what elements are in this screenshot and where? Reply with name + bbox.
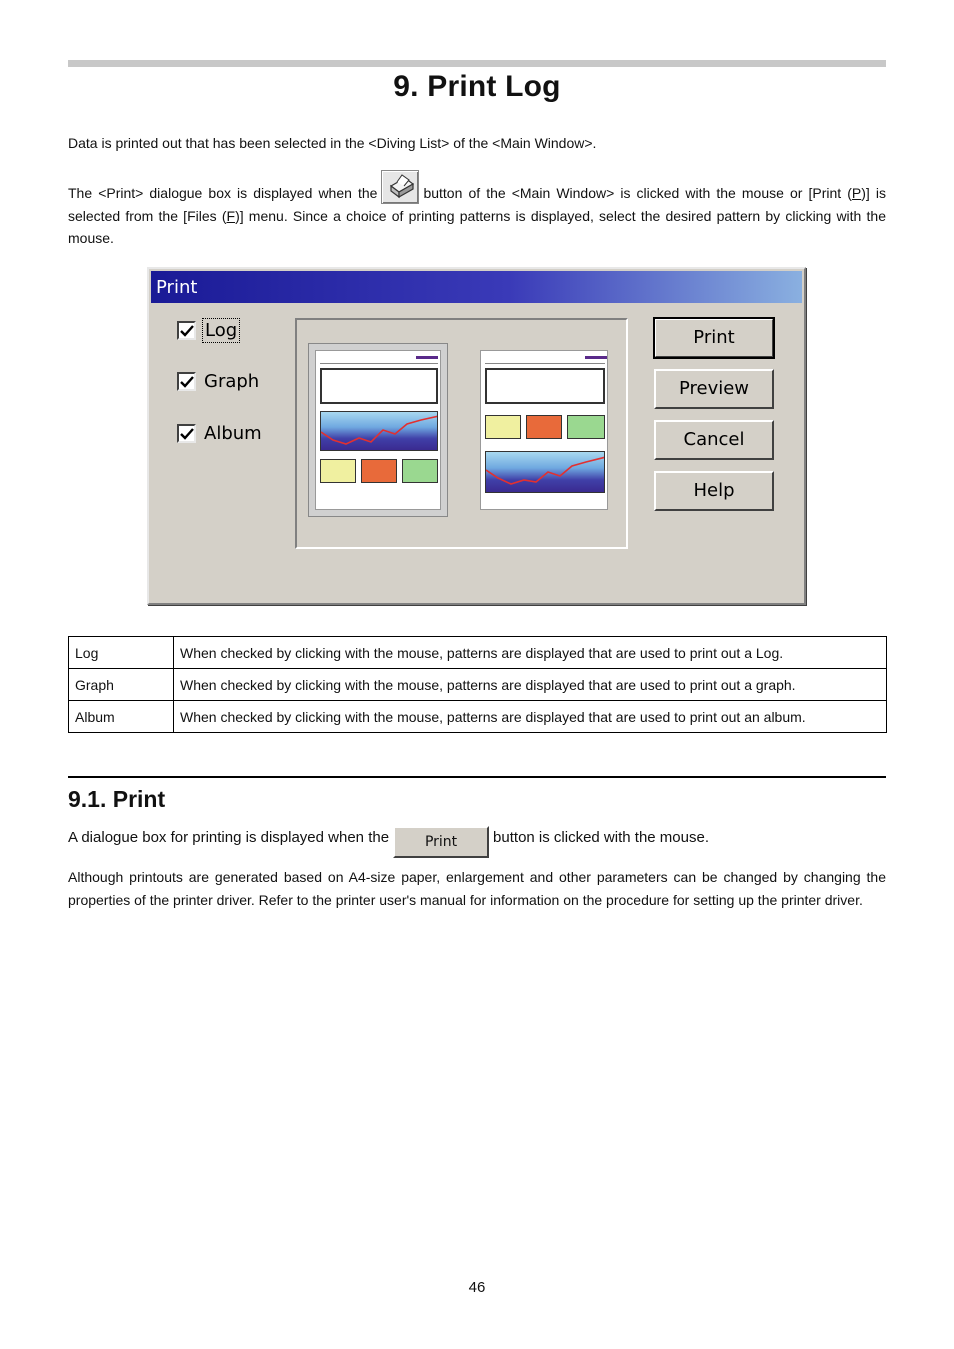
intro-p2-text-c: )] is selected from the [Files ( — [68, 185, 886, 224]
graph-checkbox[interactable] — [177, 372, 196, 391]
pattern-header-line — [485, 363, 605, 364]
checkbox-row-album[interactable] — [177, 420, 262, 446]
album-checkbox-label: Album — [204, 422, 262, 444]
print-pattern-2[interactable] — [480, 350, 608, 510]
pattern-photo-3 — [567, 415, 605, 439]
intro-p2-text-d: )] menu. Since a choice of printing patterns is displayed, select the desired pattern by clicking with the mouse. — [68, 207, 886, 246]
page-number: 46 — [468, 1279, 486, 1296]
table-row — [69, 637, 887, 669]
section-rule — [68, 776, 886, 778]
inline-print-button: Print — [393, 826, 489, 858]
page-title: 9. Print Log — [393, 70, 561, 103]
pattern-header-line — [320, 363, 438, 364]
dialog-title: Print — [156, 277, 198, 298]
cancel-button[interactable]: Cancel — [654, 420, 774, 460]
checkbox-row-graph[interactable] — [177, 368, 259, 394]
pattern-graph — [320, 411, 438, 451]
table-cell-key: Graph — [69, 669, 174, 701]
mnemonic-f: F — [226, 207, 236, 224]
album-checkbox[interactable] — [177, 424, 196, 443]
intro-paragraph-1: Data is printed out that has been selected in the <Diving List> of the <Main Window>. — [68, 135, 597, 151]
pattern-graph — [485, 451, 605, 493]
print-pattern-1[interactable] — [315, 350, 441, 510]
section-p1-text-b: button is clicked with the mouse. — [493, 829, 709, 846]
mnemonic-p: P — [851, 185, 862, 201]
table-row — [69, 701, 887, 733]
pattern-preview-panel — [295, 318, 628, 549]
pattern-tag — [585, 356, 607, 359]
pattern-photo-2 — [526, 415, 562, 439]
table-cell-key: Log — [69, 637, 174, 669]
pattern-log-box — [485, 368, 605, 404]
table-cell-key: Album — [69, 701, 174, 733]
table-cell-desc: When checked by clicking with the mouse, patterns are displayed that are used to print out an album. — [174, 701, 887, 733]
intro-p2-text-b: button of the <Main Window> is clicked with the mouse or [Print ( — [423, 185, 852, 201]
options-table — [68, 636, 887, 733]
graph-checkbox-label: Graph — [204, 370, 260, 392]
log-checkbox-label: Log — [205, 319, 238, 341]
log-checkbox[interactable] — [177, 321, 196, 340]
intro-paragraph-2 — [68, 170, 886, 250]
table-row — [69, 669, 887, 701]
section-title: 9.1. Print — [68, 786, 166, 812]
pattern-log-box — [320, 368, 438, 404]
intro-p2-text-a: The <Print> dialogue box is displayed when the — [68, 185, 378, 201]
dialog-title-bar — [151, 271, 802, 303]
print-dialog — [147, 267, 806, 605]
print-button[interactable]: Print — [654, 318, 774, 358]
help-button[interactable]: Help — [654, 471, 774, 511]
table-cell-desc: When checked by clicking with the mouse, patterns are displayed that are used to print out a graph. — [174, 669, 887, 701]
section-p1-text-a: A dialogue box for printing is displayed when the — [68, 829, 390, 846]
section-paragraph-2: Although printouts are generated based on A4-size paper, enlargement and other parameters can be changed by changing the properties of the printer driver. Refer to the printer user's manual for information on the procedure for setting up the printer driver. — [68, 869, 886, 908]
pattern-photo-1 — [485, 415, 521, 439]
checkbox-row-log[interactable] — [177, 317, 238, 343]
pattern-photo-2 — [361, 459, 397, 483]
pattern-photo-1 — [320, 459, 356, 483]
top-rule — [68, 60, 886, 67]
pattern-photo-3 — [402, 459, 438, 483]
section-paragraph-1 — [68, 826, 886, 858]
preview-button[interactable]: Preview — [654, 369, 774, 409]
table-cell-desc: When checked by clicking with the mouse, patterns are displayed that are used to print out a Log. — [174, 637, 887, 669]
pattern-tag — [416, 356, 438, 359]
printer-icon — [381, 170, 419, 204]
